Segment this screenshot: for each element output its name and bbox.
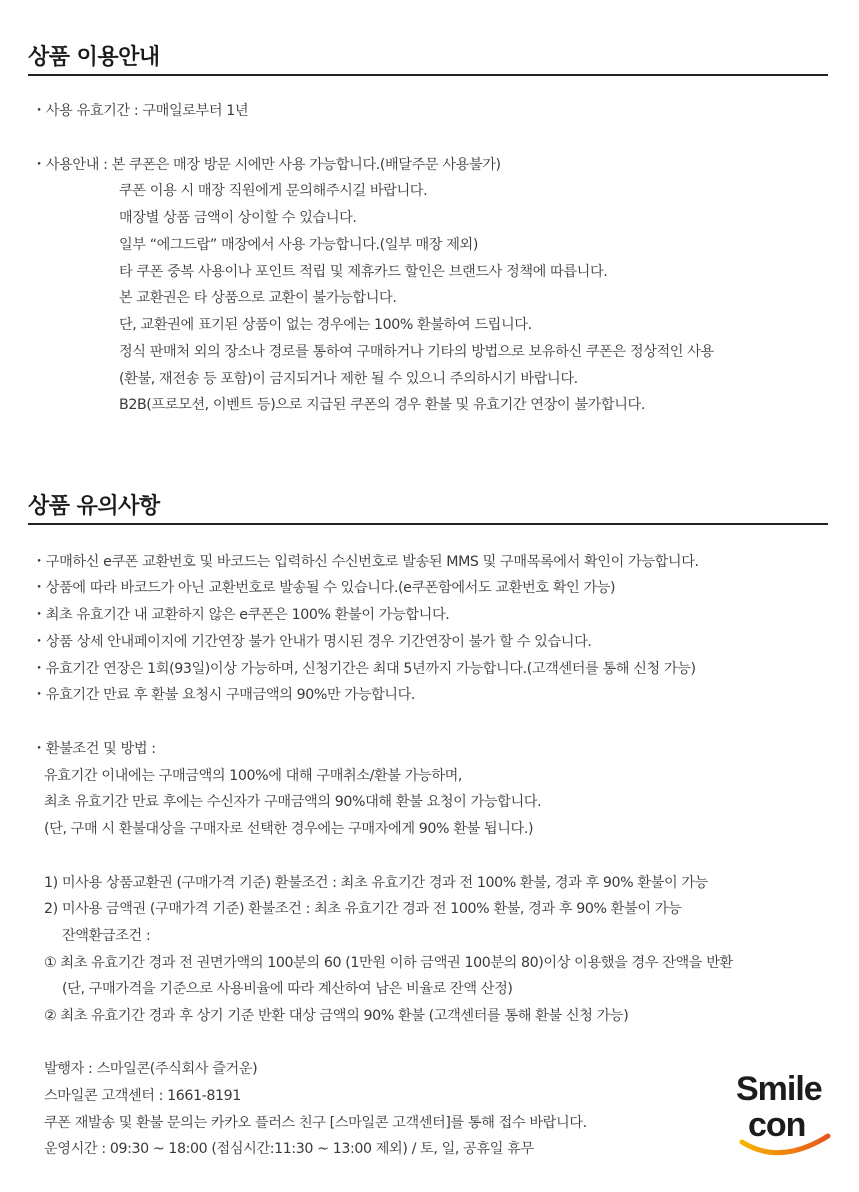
usage-guide-line: 일부 “에그드랍” 매장에서 사용 가능합니다.(일부 매장 제외) (119, 237, 478, 253)
notice-bullet-line: ・상품 상세 안내페이지에 기간연장 불가 안내가 명시된 경우 기간연장이 불가 할 수 있습니다. (32, 634, 592, 650)
notice-bullet-line: ・최초 유효기간 내 교환하지 않은 e쿠폰은 100% 환불이 가능합니다. (32, 607, 450, 623)
issuer-line: 발행자 : 스마일콘(주식회사 즐거운) (44, 1061, 258, 1077)
usage-validity-line: ・사용 유효기간 : 구매일로부터 1년 (32, 103, 249, 119)
usage-section-divider (28, 74, 828, 76)
usage-guide-line: 본 교환권은 타 상품으로 교환이 불가능합니다. (119, 290, 397, 306)
refund-condition-line: 2) 미사용 금액권 (구매가격 기준) 환불조건 : 최초 유효기간 경과 전 100% 환불, 경과 후 90% 환불이 가능 (44, 901, 682, 917)
refund-condition-line: 1) 미사용 상품교환권 (구매가격 기준) 환불조건 : 최초 유효기간 경과 전 100% 환불, 경과 후 90% 환불이 가능 (44, 875, 708, 891)
notice-bullet-line: ・유효기간 만료 후 환불 요청시 구매금액의 90%만 가능합니다. (32, 687, 416, 703)
resend-inquiry-line: 쿠폰 재발송 및 환불 문의는 카카오 플러스 친구 [스마일콘 고객센터]를 통해 접수 바랍니다. (44, 1115, 587, 1131)
balance-refund-heading: 잔액환급조건 : (62, 928, 151, 944)
usage-guide-line: 정식 판매처 외의 장소나 경로를 통하여 구매하거나 기타의 방법으로 보유하신 쿠폰은 정상적인 사용 (119, 344, 714, 360)
smilecon-logo-word-smile: Smile (736, 1070, 822, 1108)
refund-heading-line: ・환불조건 및 방법 : (32, 741, 156, 757)
notice-bullet-line: ・유효기간 연장은 1회(93일)이상 가능하며, 신청기간은 최대 5년까지 가능합니다.(고객센터를 통해 신청 가능) (32, 661, 696, 677)
usage-guide-line: (환불, 재전송 등 포함)이 금지되거나 제한 될 수 있으니 주의하시기 바랍니다. (119, 371, 578, 387)
balance-refund-line: ① 최초 유효기간 경과 전 권면가액의 100분의 60 (1만원 이하 금액권 100분의 80)이상 이용했을 경우 잔액을 반환 (44, 955, 733, 971)
smilecon-logo (736, 1070, 836, 1160)
notice-section-title: 상품 유의사항 (28, 494, 160, 519)
usage-guide-line: B2B(프로모션, 이벤트 등)으로 지급된 쿠폰의 경우 환불 및 유효기간 연장이 불가합니다. (119, 397, 645, 413)
usage-guide-line: 타 쿠폰 중복 사용이나 포인트 적립 및 제휴카드 할인은 브랜드사 정책에 따릅니다. (119, 264, 608, 280)
usage-guide-line: 쿠폰 이용 시 매장 직원에게 문의해주시길 바랍니다. (119, 183, 428, 199)
operating-hours-line: 운영시간 : 09:30 ~ 18:00 (점심시간:11:30 ~ 13:00 제외) / 토, 일, 공휴일 휴무 (44, 1141, 534, 1157)
smilecon-logo-word-con: con (748, 1106, 806, 1144)
usage-guide-line: 매장별 상품 금액이 상이할 수 있습니다. (119, 210, 357, 226)
balance-refund-line: (단, 구매가격을 기준으로 사용비율에 따라 계산하여 남은 비율로 잔액 산정) (62, 981, 513, 997)
coupon-info-page (28, 0, 830, 1192)
balance-refund-line: ② 최초 유효기간 경과 후 상기 기준 반환 대상 금액의 90% 환불 (고객센터를 통해 환불 신청 가능) (44, 1008, 629, 1024)
refund-detail-line: 유효기간 이내에는 구매금액의 100%에 대해 구매취소/환불 가능하며, (44, 768, 463, 784)
smile-swoosh-icon (736, 1128, 836, 1162)
notice-bullet-line: ・구매하신 e쿠폰 교환번호 및 바코드는 입력하신 수신번호로 발송된 MMS 및 구매목록에서 확인이 가능합니다. (32, 554, 699, 570)
usage-section-title: 상품 이용안내 (28, 45, 160, 70)
refund-detail-line: (단, 구매 시 환불대상을 구매자로 선택한 경우에는 구매자에게 90% 환불 됩니다.) (44, 821, 534, 837)
usage-guide-line: 단, 교환권에 표기된 상품이 없는 경우에는 100% 환불하여 드립니다. (119, 317, 532, 333)
customer-center-line: 스마일콘 고객센터 : 1661-8191 (44, 1088, 241, 1104)
refund-detail-line: 최초 유효기간 만료 후에는 수신자가 구매금액의 90%대해 환불 요청이 가능합니다. (44, 794, 542, 810)
usage-guide-line: ・사용안내 : 본 쿠폰은 매장 방문 시에만 사용 가능합니다.(배달주문 사용불가) (32, 157, 501, 173)
notice-bullet-line: ・상품에 따라 바코드가 아닌 교환번호로 발송될 수 있습니다.(e쿠폰함에서도 교환번호 확인 가능) (32, 580, 616, 596)
notice-section-divider (28, 523, 828, 525)
